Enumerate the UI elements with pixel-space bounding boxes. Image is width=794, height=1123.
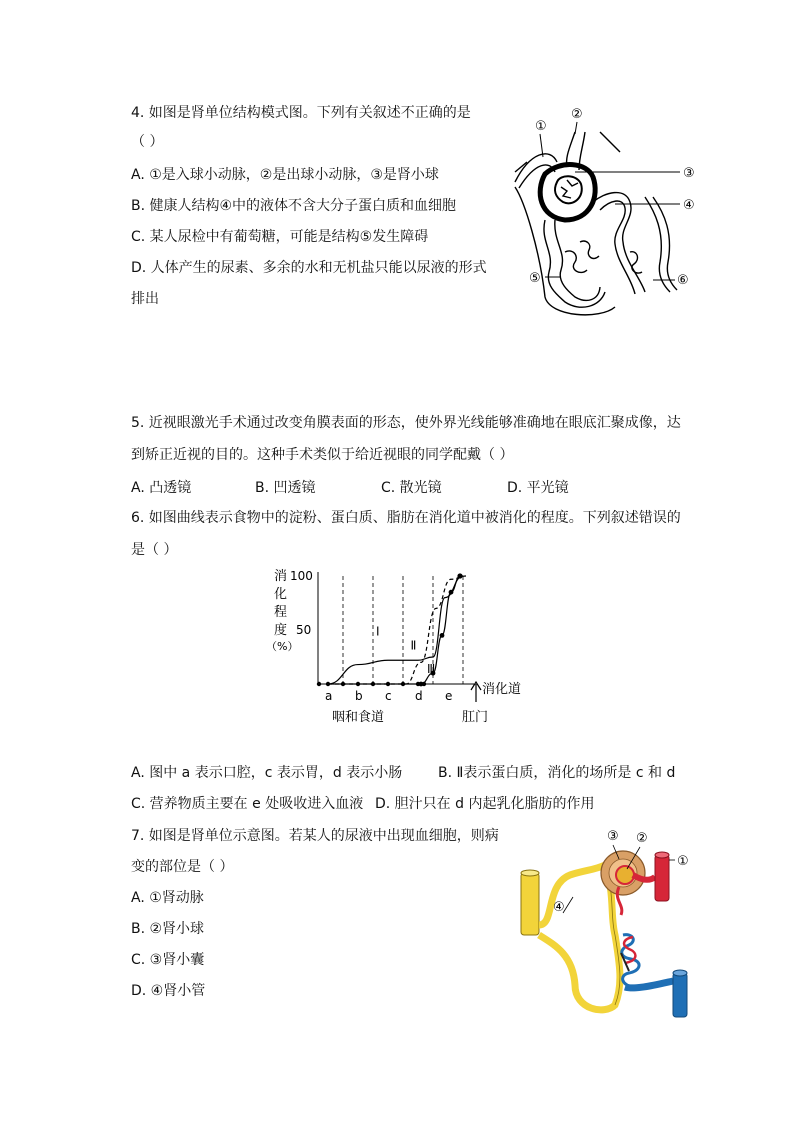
series-line-3 <box>328 576 460 684</box>
q5-stem-line1: 5. 近视眼激光手术通过改变角膜表面的形态，使外界光线能够准确地在眼底汇聚成像，达 <box>131 415 681 431</box>
y-unit: （%） <box>266 640 299 653</box>
q4-answer-paren: （ ） <box>131 134 164 150</box>
y-label-char: 消 <box>274 569 288 584</box>
series-point <box>449 590 454 595</box>
series-label-3: Ⅲ <box>427 662 436 677</box>
q6-option-c: C. 营养物质主要在 e 处吸收进入血液 <box>131 796 364 812</box>
series-line-1 <box>328 576 463 684</box>
region-label-anus: 肛门 <box>462 710 489 725</box>
q5-option-a: A. 凸透镜 <box>131 480 192 496</box>
q6-option-a: A. 图中 a 表示口腔，c 表示胃，d 表示小肠 <box>131 765 403 781</box>
q4-option-c: C. 某人尿检中有葡萄糖，可能是结构⑤发生障碍 <box>131 229 429 245</box>
q6-option-d: D. 胆汁只在 d 内起乳化脂肪的作用 <box>375 796 595 812</box>
y-label-char: 程 <box>274 605 288 620</box>
q6-options-row1 <box>131 763 691 783</box>
glomerulus <box>616 866 634 884</box>
q4-label-4: ④ <box>683 198 695 213</box>
x-tick-label: a <box>325 689 333 703</box>
q7-option-b: B. ②肾小球 <box>131 921 205 937</box>
q7-label-3: ③ <box>607 829 619 844</box>
q6-options-row2 <box>131 794 691 814</box>
q7-option-c: C. ③肾小囊 <box>131 952 205 968</box>
series-point <box>419 682 424 687</box>
q6-stem-line1: 6. 如图曲线表示食物中的淀粉、蛋白质、脂肪在消化道中被消化的程度。下列叙述错误的 <box>131 510 681 526</box>
q4-stem: 4. 如图是肾单位结构模式图。下列有关叙述不正确的是 <box>131 105 471 121</box>
q7-option-d: D. ④肾小管 <box>131 983 206 999</box>
q4-nephron-figure <box>505 102 705 322</box>
collecting-duct <box>521 873 539 935</box>
x-tick-label: b <box>355 689 363 703</box>
series-label-2: Ⅱ <box>410 638 417 653</box>
q7-option-a: A. ①肾动脉 <box>131 890 204 906</box>
x-tick-label: d <box>415 689 423 703</box>
q4-label-2: ② <box>571 107 583 122</box>
axis-dot <box>317 682 321 686</box>
q7-stem-line1: 7. 如图是肾单位示意图。若某人的尿液中出现血细胞，则病 <box>131 828 499 844</box>
x-tick-label: c <box>385 689 392 703</box>
ytick-100: 100 <box>290 569 313 583</box>
q7-label-2: ② <box>636 831 648 846</box>
q4-option-a: A. ①是入球小动脉，②是出球小动脉，③是肾小球 <box>131 167 439 183</box>
series-point <box>457 573 462 578</box>
series-point <box>440 633 445 638</box>
y-label-char: 化 <box>274 587 288 602</box>
q4-label-3: ③ <box>683 166 695 181</box>
q4-label-1: ① <box>535 119 547 134</box>
x-tick-label: e <box>445 689 453 703</box>
q7-label-1: ① <box>677 854 689 869</box>
q4-option-b: B. 健康人结构④中的液体不含大分子蛋白质和血细胞 <box>131 198 457 214</box>
q5-option-c: C. 散光镜 <box>381 480 442 496</box>
series-label-1: Ⅰ <box>376 624 380 639</box>
q4-label-6: ⑥ <box>677 273 689 288</box>
x-arrow <box>471 682 481 702</box>
q5-option-b: B. 凹透镜 <box>255 480 316 496</box>
q7-stem-line2: 变的部位是（ ） <box>131 859 234 875</box>
ytick-50: 50 <box>296 623 312 637</box>
renal-vein <box>625 981 673 988</box>
q6-stem-line2: 是（ ） <box>131 542 178 558</box>
q6-digestion-chart <box>262 562 542 732</box>
q4-option-d: D. 人体产生的尿素、多余的水和无机盐只能以尿液的形式 <box>131 260 487 276</box>
q7-nephron-figure <box>515 825 705 1025</box>
x-label: 消化道 <box>482 682 522 697</box>
q5-options <box>131 478 691 498</box>
q4-label-5: ⑤ <box>529 271 541 286</box>
q5-option-d: D. 平光镜 <box>507 480 569 496</box>
q7-label-4: ④ <box>553 900 565 915</box>
q4-option-d-cont: 排出 <box>131 291 159 307</box>
region-label-pharynx: 咽和食道 <box>332 710 385 725</box>
y-label-char: 度 <box>274 623 288 638</box>
q5-stem-line2: 到矫正近视的目的。这种手术类似于给近视眼的同学配戴（ ） <box>131 447 514 463</box>
q6-option-b: B. Ⅱ表示蛋白质，消化的场所是 c 和 d <box>438 765 676 781</box>
